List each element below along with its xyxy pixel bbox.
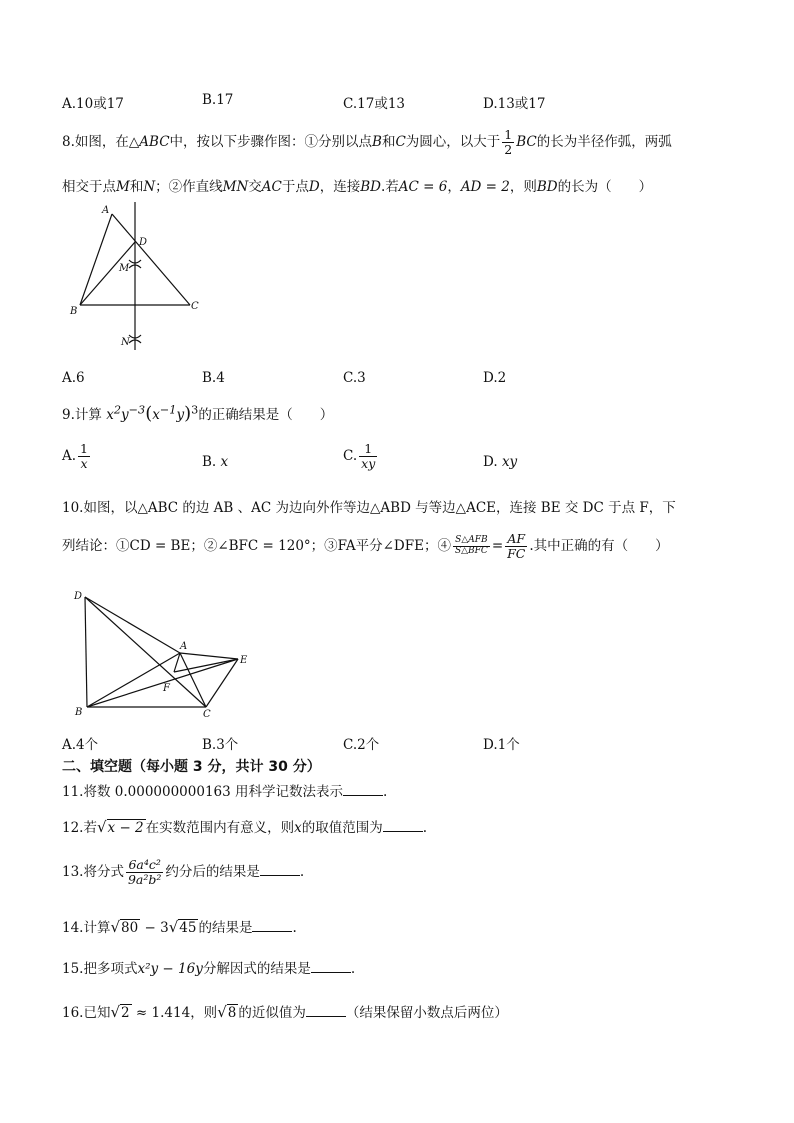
coefficient: − 3 [140,920,169,936]
q9-option-c [343,442,379,471]
q13-text: 13.将分式 [62,863,124,880]
q10-option-c: C.2个 [343,737,380,753]
q13-text: 约分后的结果是 [165,863,260,880]
label-b: B [75,707,83,718]
segment-ec [206,659,238,707]
q13-line [62,858,304,887]
var-x: x [294,820,302,836]
q12-text: . [422,820,428,836]
q12-text: 的取值范围为 [301,820,383,836]
q8-line2 [62,179,652,195]
q7-option-c: C.17或13 [343,96,405,112]
radical-sign: √ [217,1003,227,1021]
segment-ac [112,214,190,305]
segment-ae [180,653,238,659]
q16-text: （结果保留小数点后两位） [345,1005,508,1021]
frac-num: 1 [80,441,88,456]
q8-figure [60,200,210,355]
q9-expression: $x^2y^{-3}(x^{-1}y)^3$ [106,403,199,424]
q8-text: 交 [248,179,262,195]
radicand: 80 [121,920,139,936]
var-mn: MN [222,179,249,195]
frac-num: S△AFB [453,536,490,547]
q9-text: 9.计算 [62,407,102,423]
answer-blank[interactable] [252,919,292,932]
answer-blank[interactable] [306,1004,346,1017]
label-d: D [139,237,148,248]
q10-text: .其中正确的有（ ） [529,537,669,554]
q14-text: . [292,920,297,936]
segment-ac [180,653,206,707]
frac-den: FC [507,545,526,561]
fraction-half [502,128,514,157]
q14-text: 14.计算 [62,920,111,936]
q8-text: 的长为半径作弧，两弧 [536,133,672,150]
q8-text: .若 [380,179,399,195]
q15-text: 15.把多项式 [62,961,138,977]
q16-text: 16.已知 [62,1005,111,1021]
q16-line [62,1003,508,1021]
q13-text: . [299,863,305,880]
q8-option-d: D.2 [483,370,507,386]
label-b: B [70,306,78,317]
label-f: F [163,683,170,694]
q8-option-b: B.4 [202,370,225,386]
option-label: C. [343,447,358,464]
q7-option-a: A.10或17 [62,96,124,112]
frac-den: 9a²b² [127,871,162,887]
q7-option-d: D.13或17 [483,96,546,112]
segment-dc [85,597,206,707]
fraction-expression [126,858,163,887]
equation-ad: AD = 2 [460,179,510,195]
segment-ratio [505,532,527,561]
answer-blank[interactable] [260,863,300,876]
q8-text: 为圆心，以大于 [405,133,501,150]
frac-den: xy [361,455,376,471]
area-ratio [453,536,490,557]
q8-option-c: C.3 [343,370,366,386]
q10-option-a: A.4个 [62,737,99,753]
label-a: A [180,641,188,652]
q12-text: 在实数范围内有意义，则 [145,820,295,836]
option-label: A. [62,447,77,464]
option-label: D. [483,454,498,470]
q12-line [62,818,427,836]
q9-text: 的正确结果是（ ） [198,407,334,423]
q9-option-d [483,454,517,470]
var-n: N [143,179,156,195]
q9-option-b [202,454,228,470]
q15-line [62,960,355,977]
label-a: A [102,205,110,216]
q10-option-d: D.1个 [483,737,520,753]
var-abc: ABC [139,133,170,150]
q8-text: 的长为（ ） [557,179,653,195]
option-value: xy [501,454,518,470]
q8-text: ；②作直线 [155,179,223,195]
q10-figure [70,585,260,720]
frac-den: S△BFC [454,545,488,556]
equals-sign: = [491,537,504,554]
q11-line [62,783,387,800]
q10-text: 列结论：①CD = BE；②∠BFC = 120°；③FA平分∠DFE；④ [62,537,451,554]
option-value: x [220,454,229,470]
segment-db [85,597,87,707]
radical-sign: √ [110,918,121,936]
q8-option-a: A.6 [62,370,85,386]
radicand: 45 [179,920,197,936]
segment-ab [80,214,112,305]
q10-line1: 10.如图，以△ABC 的边 AB 、AC 为边向外作等边△ABD 与等边△ACE，连接 BE 交 DC 于点 F，下 [62,500,676,516]
var-d: D [308,179,320,195]
var-m: M [116,179,130,195]
q10-line2 [62,532,669,561]
q11-text: . [383,784,388,800]
q8-text: ，连接 [319,179,361,195]
var-bd: BD [536,179,558,195]
radical-sign: √ [168,918,179,936]
label-e: E [240,655,248,666]
var-b: B [372,133,382,150]
label-m: M [119,263,130,274]
q12-text: 12.若 [62,820,97,836]
q16-text: 的近似值为 [238,1005,306,1021]
q8-text: 和 [381,133,396,150]
q9-option-a [62,442,92,471]
answer-blank[interactable] [383,819,423,832]
q14-line [62,918,297,936]
q15-text: . [350,961,356,977]
section-heading: 二、填空题（每小题 3 分，共计 30 分） [62,759,321,775]
question-number: 8. [62,133,75,150]
q16-text: ，则 [190,1005,218,1021]
q8-text: 中，按以下步骤作图：①分别以点 [169,133,373,150]
var-ac: AC [261,179,282,195]
label-d: D [74,591,83,602]
frac-num: 6a⁴c² [126,858,163,873]
option-label: B. [202,454,217,470]
var-bc: BC [516,133,537,150]
option-fraction [359,442,377,471]
q11-text: 11.将数 0.000000000163 用科学记数法表示 [62,784,344,800]
q15-text: 分解因式的结果是 [202,961,311,977]
var-c: C [395,133,406,150]
polynomial: x²y − 16y [137,961,203,977]
q14-text: 的结果是 [198,920,253,936]
approximation: ≈ 1.414 [131,1005,191,1021]
q8-text: 如图，在△ [74,133,140,150]
q9-line [62,403,333,425]
answer-blank[interactable] [311,960,351,973]
radicand: 2 [121,1005,130,1021]
var-bd: BD [360,179,381,195]
label-c: C [191,301,199,312]
option-fraction [78,442,90,471]
q8-text: 相交于点 [62,179,116,195]
q8-text: 于点 [281,179,309,195]
frac-num: 1 [359,442,377,457]
radicand: x − 2 [107,820,144,836]
answer-blank[interactable] [343,783,383,796]
radical-sign: √ [96,818,107,836]
frac-num: 1 [504,127,513,142]
q7-option-b: B.17 [202,92,234,108]
segment-ba [87,653,180,707]
equation-ac: AC = 6 [398,179,448,195]
radical-sign: √ [110,1003,121,1021]
radicand: 8 [227,1005,237,1021]
q8-text: ， [447,179,461,195]
segment-da [85,597,180,653]
frac-den: 2 [504,141,513,157]
frac-num: AF [505,532,527,547]
q8-text: ，则 [509,179,537,195]
label-c: C [203,709,211,720]
q8-text: 和 [129,179,144,195]
label-n: N [121,337,130,348]
q10-option-b: B.3个 [202,737,239,753]
frac-den: x [80,455,88,471]
q8-line1 [62,128,672,157]
